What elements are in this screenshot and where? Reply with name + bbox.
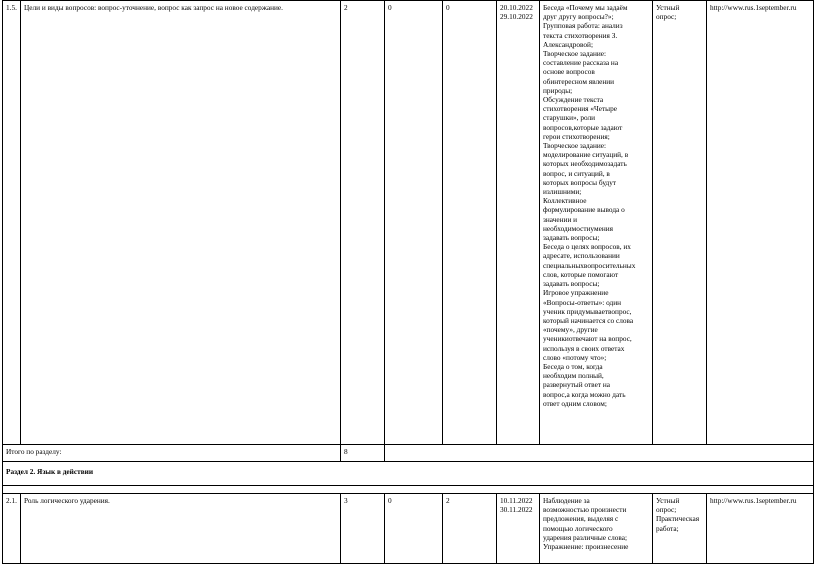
activity-line: обинтересном явлении [543,76,615,86]
activity-line: стихотворения «Четыре [543,104,617,114]
control-line: работа; [656,523,679,533]
activity-line: Беседа о целях вопросов, их [543,242,631,252]
lesson-topic: Цели и виды вопросов: вопрос-уточнение, вопрос как запрос на новое содержание. [21,1,341,445]
activity-line: Творческое задание: [543,141,607,151]
subtotal-label: Итого по разделу: [3,445,341,462]
hours-practice: 0 [443,1,497,445]
activity-line: «почему», другие [543,325,598,335]
control-line: опрос; [656,12,677,22]
activity-line: необходим полный, [543,371,604,381]
hours-total: 2 [341,1,385,445]
activity-line: составление рассказа на [543,58,619,68]
activity-line: Беседа «Почему мы задаём [543,3,628,12]
activity-line: Групповая работа: анализ [543,21,623,31]
activity-line: Коллективное [543,196,587,206]
activity-line: ударения различные слова; [543,532,628,542]
section-row [3,462,814,486]
curriculum-table [2,0,814,564]
activity-line: слов, которые помогают [543,269,619,279]
activity-line: «Вопросы-ответы»: один [543,297,622,307]
lesson-number: 2.1. [3,494,21,564]
subtotal-empty [385,445,814,462]
activity-line: слово «потому что»; [543,352,607,362]
activity-line: Упражнение: произнесение [543,542,629,552]
activity-line: вопрос,а когда можно дать [543,389,626,399]
resource-link[interactable]: http://www.rus.1september.ru [707,494,814,564]
activity-line: Наблюдение за [543,496,590,505]
activity-line: старушки», роли [543,113,596,123]
activity-line: основе вопросов [543,67,595,77]
activity-line: Александровой; [543,39,593,49]
activity-line: ученикиотвечают на вопрос, [543,334,632,344]
lesson-topic: Роль логического ударения. [21,494,341,564]
activity-line: вопросов,которые задают [543,122,623,132]
hours-practice: 2 [443,494,497,564]
table-row [3,494,814,564]
date-start: 20.10.2022 [500,3,533,12]
activities-cell [540,494,653,564]
activity-line: который начинается со слова [543,315,634,325]
lesson-dates [497,1,540,445]
control-form [653,1,707,445]
activity-line: герои стихотворения; [543,131,610,141]
date-start: 10.11.2022 [500,496,533,505]
lesson-dates [497,494,540,564]
activity-line: ответ одним словом; [543,398,607,408]
activity-line: природы; [543,85,573,95]
subtotal-value: 8 [341,445,385,462]
hours-control: 0 [385,1,443,445]
date-end: 30.11.2022 [500,505,533,515]
activity-line: возможностью произнести [543,505,627,515]
activity-line: помощью логического [543,523,613,533]
activities-cell [540,1,653,445]
activity-line: ученик придумываетвопрос, [543,306,632,316]
control-line: опрос; [656,505,677,515]
activity-line: Обсуждение текста [543,95,604,105]
table-row [3,1,814,445]
lesson-number: 1.5. [3,1,21,445]
activity-line: вопрос, и ситуаций, в [543,168,610,178]
activity-line: задавать вопросы; [543,233,600,243]
hours-total: 3 [341,494,385,564]
activity-line: предложения, выделяя с [543,514,619,524]
date-end: 29.10.2022 [500,12,533,22]
section-title: Раздел 2. Язык в действии [3,462,814,486]
control-line: Практическая [656,514,700,524]
activity-line: задавать вопросы; [543,279,600,289]
activity-line: излишними; [543,187,582,197]
activity-line: используя в своих ответах [543,343,625,353]
activity-line: значении и [543,214,578,224]
hours-control: 0 [385,494,443,564]
activity-line: Беседа о том, когда [543,361,603,371]
activity-line: необходимостиумения [543,223,614,233]
activity-line: развернутый ответ на [543,380,610,390]
activity-line: специальныхвопросительных [543,260,636,270]
resource-link[interactable]: http://www.rus.1september.ru [707,1,814,445]
activity-line: текста стихотворения З. [543,30,618,40]
spacer-cell [3,486,814,494]
activity-line: формулирование вывода о [543,205,625,215]
activity-line: моделирование ситуаций, в [543,150,629,160]
activity-line: которых необходимозадать [543,159,627,169]
control-form [653,494,707,564]
activity-line: которых вопросы будут [543,177,617,187]
control-line: Устный [656,496,680,505]
activity-line: друг другу вопросы?»; [543,12,614,22]
activity-line: Творческое задание: [543,49,607,59]
control-line: Устный [656,3,680,12]
activity-line: адресате, использовании [543,251,620,261]
subtotal-row [3,445,814,462]
activity-line: Игровое упражнение [543,288,609,298]
spacer-row [3,486,814,494]
